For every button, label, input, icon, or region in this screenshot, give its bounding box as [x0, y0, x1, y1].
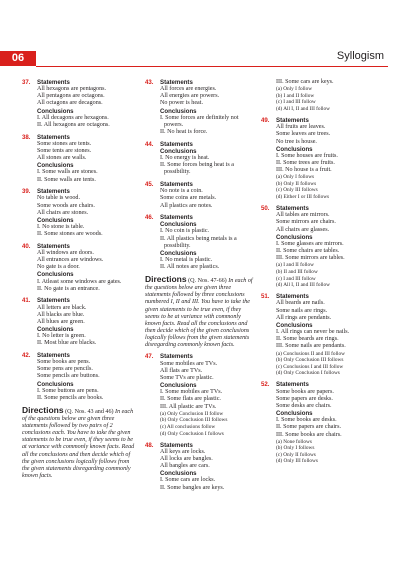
- question-heading: [145, 353, 257, 360]
- directions-text: In each of the questions below are given three statements followed by three conclusions numbered I, II and III. You have to take the given statements to be true even, if they seems to be at variance with commonly known facts. Read all the conclusions and then decide which of the given conclusions logically follows from the given statements disregarding commonly known facts.: [145, 277, 253, 349]
- statement-line: Some leaves are trees.: [276, 131, 331, 138]
- conclusion-line: II. Some beards are rings.: [276, 336, 339, 343]
- statement-line: All blues are green.: [37, 318, 85, 325]
- statements-label: Statements: [37, 133, 70, 141]
- statement-line: All windows are doors.: [37, 249, 94, 256]
- question-number: 46.: [145, 214, 154, 222]
- statement-line: Some papers are desks.: [276, 395, 333, 402]
- question-number: 37.: [22, 79, 31, 86]
- statement-line: All locks are bangles.: [160, 455, 213, 462]
- question-block: [22, 134, 138, 184]
- answer-option: (d) Either I or III follows: [276, 194, 330, 201]
- statement-line: Some desks are chairs.: [276, 402, 332, 409]
- statement-line: Some pencils are buttons.: [37, 373, 100, 380]
- statements-label: Statements: [37, 188, 70, 196]
- conclusion-line: I. Some cars are locks.: [160, 477, 216, 484]
- conclusion-line: I. No stone is table.: [37, 223, 85, 230]
- question-heading: [22, 188, 138, 195]
- conclusion-line: III. All plastic are TVs.: [160, 403, 217, 410]
- conclusions-label: Conclusions: [276, 145, 313, 153]
- conclusion-line: III. Some books are chairs.: [276, 431, 342, 438]
- conclusions-label: Conclusions: [160, 107, 197, 115]
- directions-range: (Q. Nos. 47-66): [188, 277, 227, 284]
- conclusion-line: I. All decagons are hexagons.: [37, 114, 109, 121]
- conclusions-label: Conclusions: [37, 107, 74, 115]
- conclusion-line: III. No house is a fruit.: [276, 167, 332, 174]
- conclusions-label: Conclusions: [37, 271, 74, 279]
- statement-line: Some stones are tents.: [37, 140, 92, 147]
- conclusions-label: Conclusions: [160, 147, 197, 155]
- answer-option: (a) None follows: [276, 438, 312, 445]
- conclusion-line: I. No energy is heat.: [160, 155, 210, 162]
- question-block: [22, 243, 138, 293]
- statement-line: All forces are energies.: [160, 86, 217, 93]
- conclusion-line: I. Some houses are fruits.: [276, 152, 338, 159]
- statement-line: All chairs are stones.: [37, 209, 89, 216]
- conclusions-label: Conclusions: [37, 162, 74, 170]
- answer-option: (d) Only Conclusion I follows: [276, 370, 340, 377]
- statements-label: Statements: [37, 79, 70, 86]
- answer-option: (d) Only Conclusion I follows: [160, 430, 224, 437]
- answer-option: (a) I and II follow: [276, 262, 314, 269]
- column-2: [145, 79, 257, 496]
- question-block: [145, 141, 257, 177]
- conclusion-line: I. No letter is green.: [37, 333, 86, 340]
- conclusions-label: Conclusions: [160, 221, 197, 229]
- statement-line: Some woods are chairs.: [37, 202, 95, 209]
- conclusion-line: II. All notes are plastics.: [160, 264, 220, 271]
- statement-line: All stones are walls.: [37, 155, 87, 162]
- question-number: 44.: [145, 140, 154, 148]
- statements-label: Statements: [160, 79, 193, 86]
- question-heading: [22, 243, 138, 250]
- question-block: [22, 188, 138, 238]
- question-heading: [22, 134, 138, 141]
- conclusion-line: I. No coin is plastic.: [160, 228, 210, 235]
- statement-line: All entrances are windows.: [37, 257, 104, 264]
- directions-block: [145, 273, 257, 350]
- statements-label: Statements: [276, 117, 309, 125]
- conclusion-line: I. Some books are desks.: [276, 417, 337, 424]
- statement-line: No gate is a door.: [37, 264, 80, 271]
- question-number: 47.: [145, 353, 154, 361]
- answer-option: (b) Only Conclusion III follows: [160, 417, 228, 424]
- directions-range: (Q. Nos. 43 and 46): [65, 408, 114, 415]
- answer-option: (c) Conclusions I and III follow: [276, 363, 344, 370]
- question-heading: [145, 181, 257, 188]
- answer-option: (a) Only Conclusion II follow: [160, 410, 224, 417]
- question-number: 50.: [261, 205, 270, 213]
- statement-line: All chairs are glasses.: [276, 226, 330, 233]
- question-block: [261, 293, 379, 377]
- answer-option: (d) All I, II and III follow: [276, 105, 330, 112]
- conclusion-line: I. Some glasses are mirrors.: [276, 240, 344, 247]
- statement-line: All flats are TVs.: [160, 367, 203, 374]
- answer-option: (a) Conclusions II and III follow: [276, 350, 345, 357]
- statement-line: Some books are papers.: [276, 388, 334, 395]
- conclusion-line: II. Most blue are blacks.: [37, 340, 97, 347]
- conclusion-line: I. Some mobiles are TVs.: [160, 389, 223, 396]
- statement-line: All plastics are notes.: [160, 202, 213, 209]
- statements-label: Statements: [37, 242, 70, 250]
- question-block: [22, 297, 138, 347]
- conclusion-line: I. Some walls are stones.: [37, 169, 98, 176]
- directions-text: In each of the questions below are given three statements followed by two pairs of 2 conclusions each. You have to take the given statements to be true even, if they seems to be at variance with commonly known facts. Read all the conclusions and then decide which of the given conclusions logically follows from the given statements disregarding commonly known facts.: [22, 408, 135, 479]
- statement-line: All pentagons are octagons.: [37, 93, 105, 100]
- question-block: [145, 79, 257, 136]
- conclusions-label: Conclusions: [37, 380, 74, 388]
- statement-line: All hexagons are pentagons.: [37, 86, 107, 93]
- question-heading: [145, 442, 257, 449]
- conclusions-label: Conclusions: [37, 216, 74, 224]
- statement-line: All bangles are cars.: [160, 463, 210, 470]
- question-heading: [261, 205, 379, 212]
- answer-option: (a) Only I follow: [276, 86, 313, 93]
- statement-line: All rings are pendants.: [276, 314, 332, 321]
- conclusion-line: II. Some pencils are books.: [37, 394, 104, 401]
- question-number: 52.: [261, 381, 270, 389]
- conclusion-line: II. Some chairs are tables.: [276, 248, 340, 255]
- question-heading: [261, 381, 379, 388]
- statement-line: No note is a coin.: [160, 188, 203, 195]
- question-number: 38.: [22, 133, 31, 141]
- header-rule: [36, 66, 388, 67]
- conclusion-line: II. All hexagons are octagons.: [37, 121, 110, 128]
- statement-line: Some books are pens.: [37, 359, 91, 366]
- statements-label: Statements: [37, 297, 70, 305]
- statements-label: Statements: [276, 381, 309, 389]
- answer-option: (b) Only II follows: [276, 180, 317, 187]
- statement-line: No table is wood.: [37, 195, 80, 202]
- conclusion-line: II. Some bangles are keys.: [160, 484, 225, 491]
- conclusion-line: III. Some cars are keys.: [276, 79, 334, 85]
- statement-line: All fruits are leaves.: [276, 124, 326, 131]
- directions-heading: Directions: [22, 404, 64, 415]
- statement-line: All beards are nails.: [276, 300, 325, 307]
- question-number: 42.: [22, 351, 31, 359]
- conclusion-line: I. All rings can never be nails.: [276, 329, 350, 336]
- directions-block: [22, 404, 138, 481]
- conclusion-line: II. Some walls are tents.: [37, 176, 96, 183]
- statements-label: Statements: [160, 140, 193, 148]
- answer-option: (b) II and III follow: [276, 269, 318, 275]
- question-number: 41.: [22, 297, 31, 305]
- conclusions-label: Conclusions: [37, 326, 74, 333]
- question-block: [261, 79, 379, 113]
- question-number: 48.: [145, 441, 154, 449]
- conclusion-line: II. Some flats are plastic.: [160, 396, 221, 403]
- conclusion-line: I. No metal is plastic.: [160, 257, 213, 264]
- answer-option: (d) All I, II and III follow: [276, 282, 330, 289]
- conclusion-line: II. Some forces being heat is a possibility.: [160, 162, 234, 176]
- question-block: [22, 79, 138, 129]
- statements-label: Statements: [276, 293, 309, 301]
- column-1: [22, 79, 138, 484]
- statement-line: No power is heat.: [160, 100, 203, 107]
- statement-line: Some coins are metals.: [160, 195, 217, 202]
- statements-label: Statements: [160, 353, 193, 361]
- answer-option: (c) I and III follow: [276, 99, 316, 106]
- statement-line: All letters are black.: [37, 304, 87, 311]
- statement-line: All octagons are decagons.: [37, 100, 103, 107]
- question-block: [22, 352, 138, 402]
- conclusion-line: I. Some buttons are pens.: [37, 387, 99, 394]
- column-3: [261, 79, 379, 470]
- question-heading: [261, 293, 379, 300]
- question-heading: [22, 79, 138, 86]
- statement-line: No tree is house.: [276, 138, 317, 145]
- conclusions-label: Conclusions: [276, 233, 313, 241]
- question-block: [145, 442, 257, 492]
- page-number-badge: 06: [0, 51, 36, 66]
- statements-label: Statements: [276, 205, 309, 213]
- conclusion-line: II. Some papers are chairs.: [276, 424, 341, 431]
- statement-line: Some mobiles are TVs.: [160, 360, 218, 367]
- statement-line: All blacks are blue.: [37, 311, 85, 318]
- answer-option: (b) Only I follows: [276, 445, 315, 452]
- statement-line: All energies are powers.: [160, 93, 220, 100]
- statements-label: Statements: [160, 181, 193, 189]
- conclusion-line: II. No heat is force.: [160, 129, 208, 136]
- question-heading: [145, 214, 257, 221]
- directions-heading: Directions: [145, 273, 187, 284]
- conclusion-line: II. All plastics being metals is a possibility.: [160, 235, 237, 249]
- question-block: [261, 205, 379, 289]
- conclusion-line: III. Some mirrors are tables.: [276, 255, 345, 262]
- conclusions-label: Conclusions: [160, 382, 197, 390]
- statements-label: Statements: [160, 441, 193, 449]
- question-block: [261, 117, 379, 201]
- answer-option: (a) Only I follows: [276, 174, 315, 181]
- page-header: [0, 0, 400, 72]
- conclusions-label: Conclusions: [160, 249, 197, 257]
- answer-option: (c) I and III follow: [276, 275, 316, 282]
- question-block: [145, 214, 257, 271]
- conclusion-line: I. Atleast some windows are gates.: [37, 278, 122, 285]
- statements-label: Statements: [160, 214, 193, 222]
- question-block: [261, 381, 379, 465]
- statement-line: Some TVs are plastic.: [160, 374, 214, 381]
- statements-label: Statements: [37, 351, 70, 359]
- question-number: 51.: [261, 293, 270, 301]
- statement-line: All tables are mirrors.: [276, 212, 330, 219]
- question-number: 49.: [261, 117, 270, 125]
- answer-option: (b) Only Conclusion III follows: [276, 357, 344, 364]
- question-heading: [22, 352, 138, 359]
- conclusions-label: Conclusions: [276, 410, 313, 418]
- question-number: 39.: [22, 188, 31, 196]
- statement-line: Some tents are stones.: [37, 147, 92, 154]
- conclusion-line: II. No gate is an entrance.: [37, 285, 100, 292]
- answer-option: (c) Only III follows: [276, 187, 318, 194]
- conclusion-line: II. Some stones are woods.: [37, 231, 103, 238]
- statement-line: All keys are locks.: [160, 448, 206, 455]
- question-number: 43.: [145, 79, 154, 86]
- conclusion-line: II. Some trees are fruits.: [276, 159, 335, 166]
- question-heading: [145, 141, 257, 148]
- answer-option: (d) Only III follows: [276, 458, 318, 465]
- answer-option: (c) All conclusions follow: [160, 423, 216, 430]
- statement-line: Some nails are rings.: [276, 307, 328, 314]
- question-block: [145, 353, 257, 437]
- conclusions-label: Conclusions: [276, 321, 313, 329]
- question-number: 40.: [22, 242, 31, 250]
- question-number: 45.: [145, 181, 154, 189]
- conclusion-line: III. Some nails are pendants.: [276, 343, 346, 350]
- conclusion-line: I. Some forces are definitely not powers.: [160, 114, 239, 128]
- answer-option: (b) I and II follow: [276, 92, 315, 99]
- statement-line: Some pens are pencils.: [37, 366, 93, 373]
- question-heading: [22, 297, 138, 304]
- statement-line: Some mirrors are chairs.: [276, 219, 336, 226]
- conclusions-label: Conclusions: [160, 470, 197, 478]
- question-block: [145, 181, 257, 210]
- chapter-title: Syllogism: [336, 50, 384, 62]
- answer-option: (c) Only II follows: [276, 451, 316, 458]
